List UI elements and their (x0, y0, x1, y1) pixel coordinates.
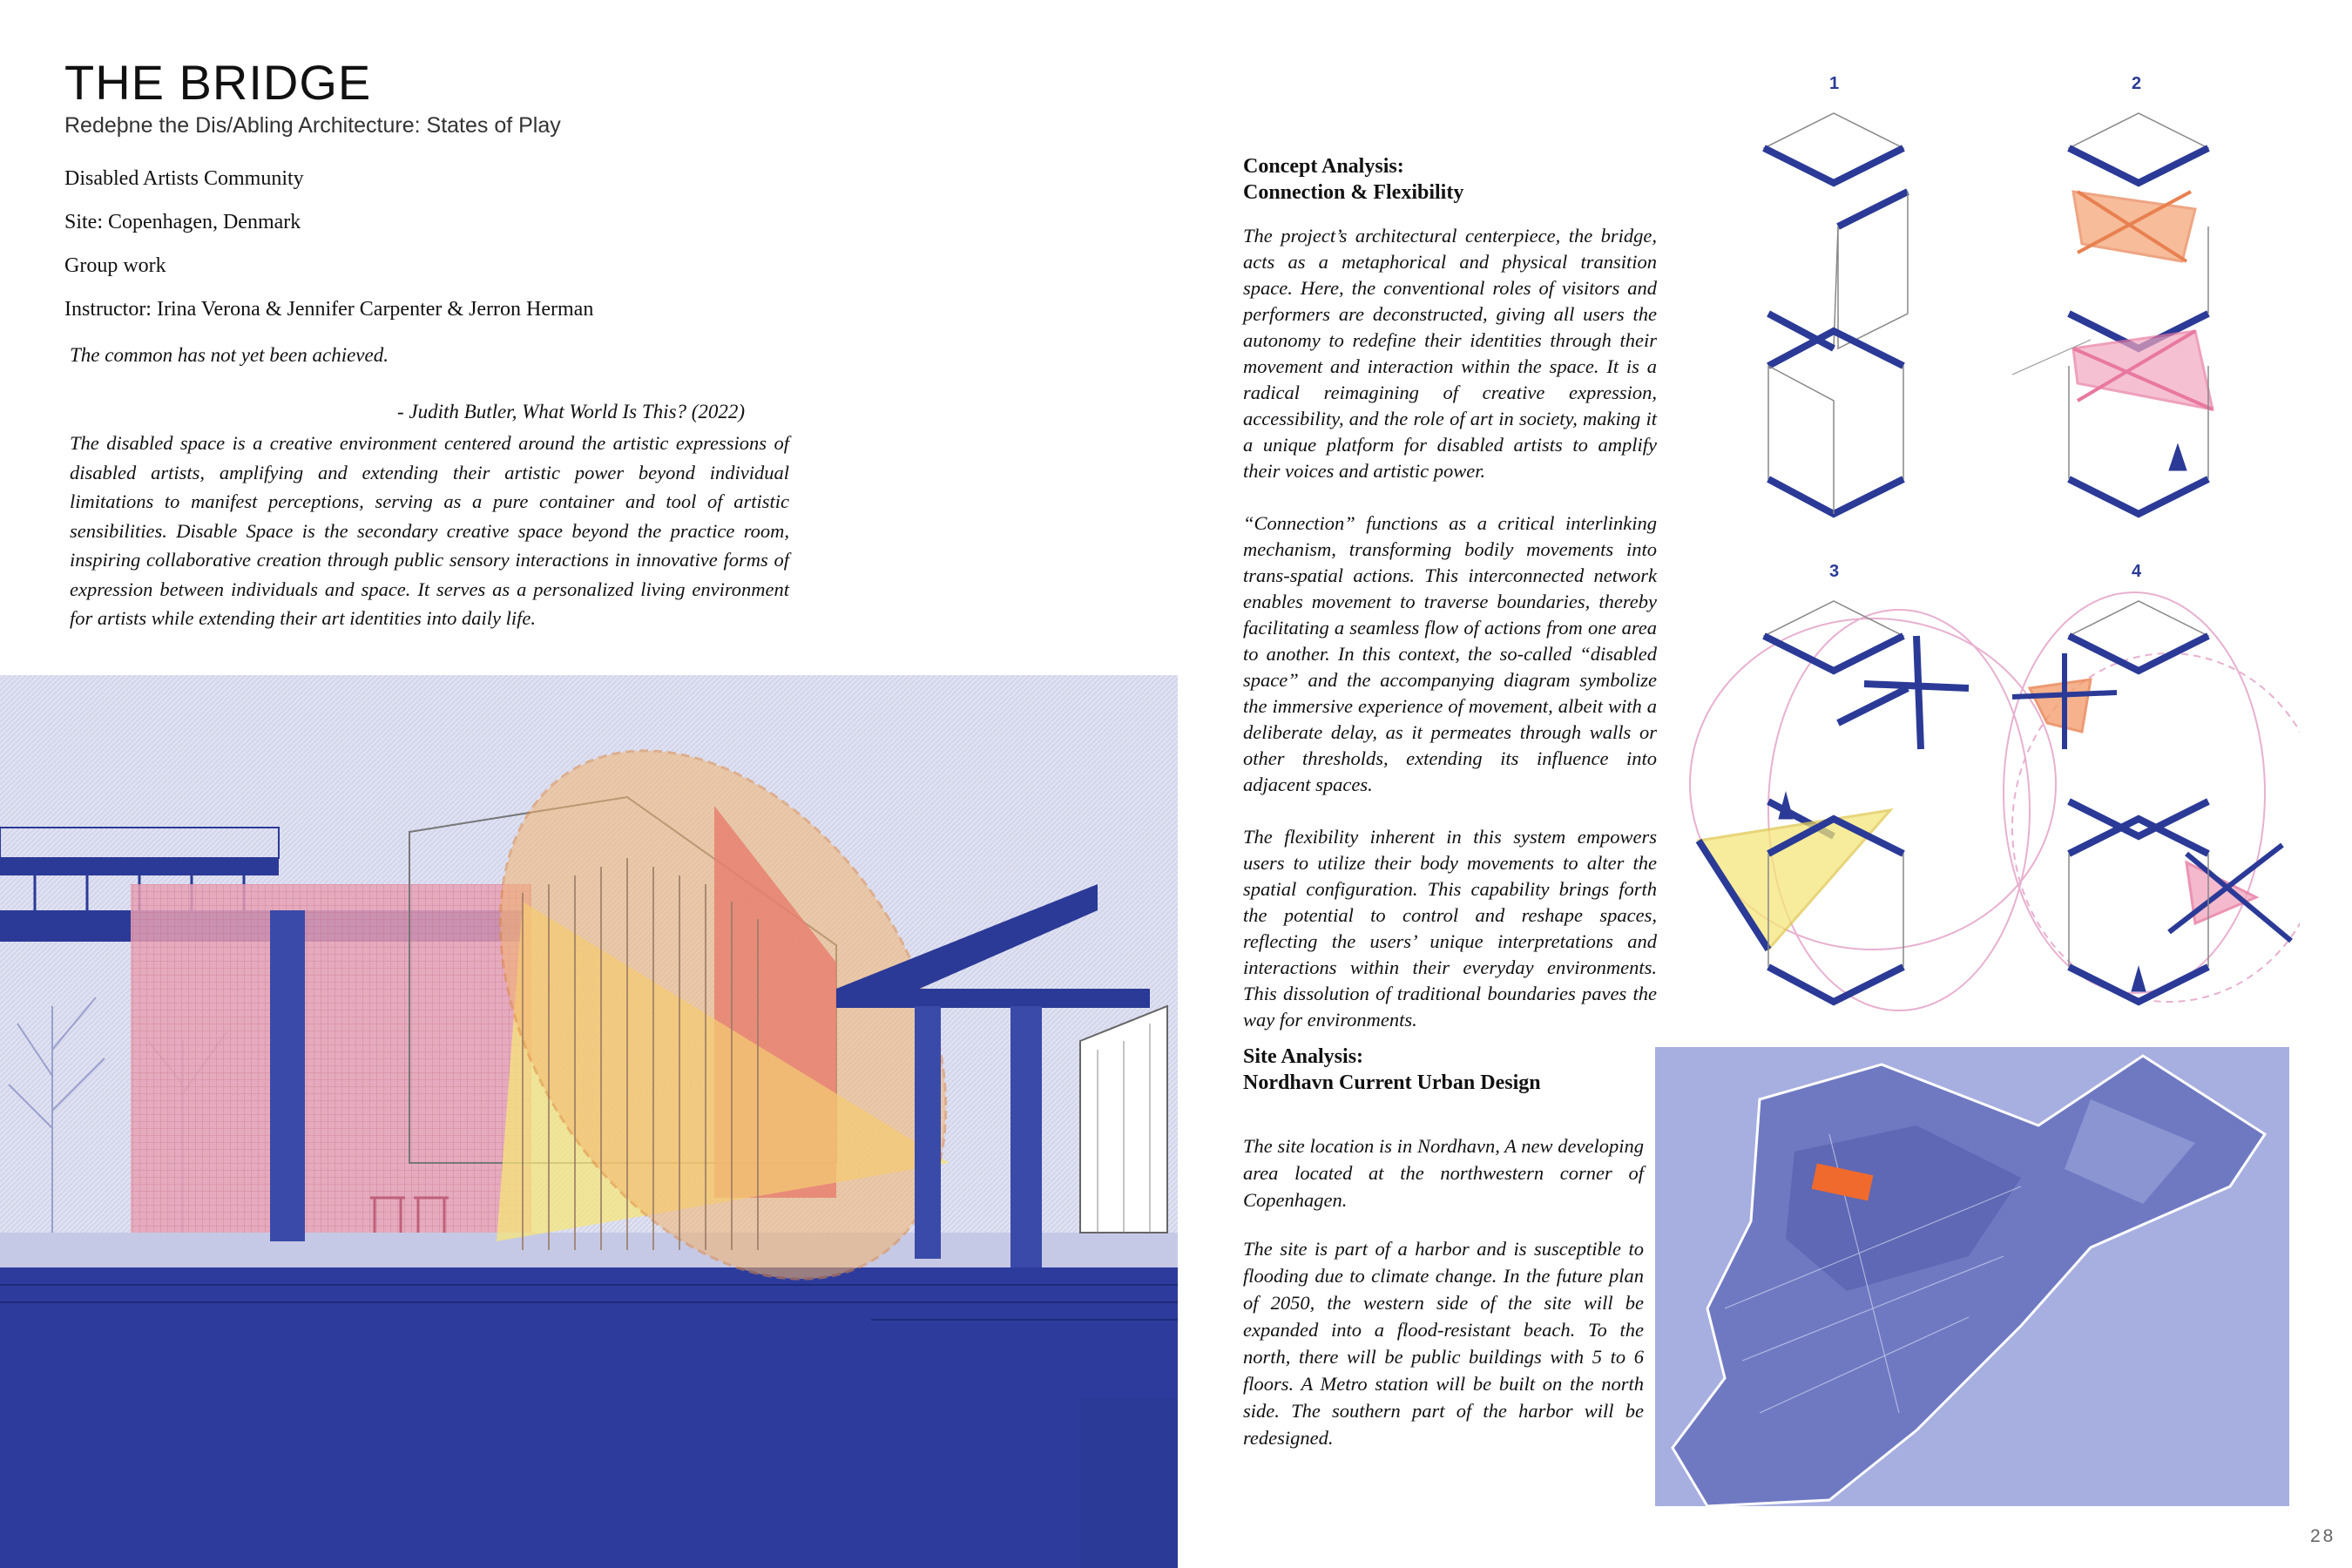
diagram-label-3: 3 (1829, 562, 1840, 581)
diagram-1 (1764, 113, 1908, 514)
quote-attribution: - Judith Butler, What World Is This? (2022) (397, 401, 746, 422)
diagram-4 (2004, 592, 2300, 1002)
quote: The common has not yet been achieved. (70, 344, 389, 366)
diagram-2 (2012, 113, 2213, 514)
site-label: Site: Copenhagen, Denmark (64, 211, 301, 233)
diagram-label-4: 4 (2132, 562, 2142, 581)
community-label: Disabled Artists Community (64, 167, 304, 190)
concept-heading-line1: Concept Analysis: (1243, 155, 1404, 178)
concept-para2: “Connection” functions as a critical interlinking mechanism, transforming bodily movements into trans-spatial actions. This interconnected network enables movement to traverse boundaries, thereby facilitating a seamless flow of actions from one area to another. In this context, the so-called “disabled space” and the accompanying diagram symbolize the immersive experience of movement, albeit with a deliberate delay, as it permeates through walls or other thresholds, extending its influence into adjacent spaces. (1243, 512, 1657, 795)
site-heading-line2: Nordhavn Current Urban Design (1243, 1071, 1541, 1094)
diagram-label-1: 1 (1829, 74, 1840, 93)
site-heading (1243, 1044, 1644, 1096)
concept-diagrams (1681, 61, 2300, 1028)
site-map (1655, 1047, 2289, 1506)
site-heading-line1: Site Analysis: (1243, 1045, 1364, 1068)
concept-para1-wrapper (1243, 153, 1657, 1033)
blue-column (270, 910, 305, 1241)
instructor-label: Instructor: Irina Verona & Jennifer Carpenter & Jerron Herman (64, 298, 594, 321)
concept-heading-line2: Connection & Flexibility (1243, 181, 1464, 204)
page-number: 28 (2310, 1526, 2336, 1546)
concept-para1: The project’s architectural centerpiece, the bridge, acts as a metaphorical and physical transition space. Here, the conventional roles of visitors and performers are deconstructed, giving all users the autonomy to redefine their identities through their movement and interaction within the space. It is a radical reimagining of creative expression, accessibility, and the role of art in society, making it a unique platform for disabled artists to amplify their voices and artistic power. (1243, 225, 1657, 482)
concept-para3: The flexibility inherent in this system empowers users to utilize their body movements to alter the spatial configuration. This capability brings forth the potential to control and reshape spaces, reflecting the users’ unique interpretations and interactions within their everyday environments. This dissolution of traditional boundaries paves the way for environments. (1243, 826, 1657, 1031)
group-label: Group work (64, 254, 166, 277)
intro-paragraph: The disabled space is a creative environment centered around the artistic expressions of disabled artists, amplifying and extending their artistic power beyond individual limitations to manifest perceptions, serving as a pure container and tool of artistic sensibilities. Disable Space is the secondary creative space beyond the practice room, inspiring collaborative creation through public sensory interactions in innovative forms of expression between individuals and space. It serves as a personalized living environment for artists while extending their art identities into daily life. (70, 432, 789, 629)
site-para2: The site is part of a harbor and is susceptible to flooding due to climate change. In the future plan of 2050, the western side of the site will be expanded into a flood-resistant beach. To the north, there will be public buildings with 5 to 6 floors. A Metro station will be built on the north side. The southern part of the harbor will be redesigned. (1243, 1238, 1644, 1449)
site-para1: The site location is in Nordhavn, A new developing area located at the northwestern corner of Copenhagen. (1243, 1135, 1644, 1211)
diagram-label-2: 2 (2132, 74, 2142, 93)
bridge-render-illustration (0, 675, 1178, 1568)
page-title: THE BRIDGE (64, 55, 372, 110)
page-subtitle: Redeþne the Dis/Abling Architecture: States of Play (64, 113, 561, 138)
diagram-3 (1690, 601, 2056, 1010)
